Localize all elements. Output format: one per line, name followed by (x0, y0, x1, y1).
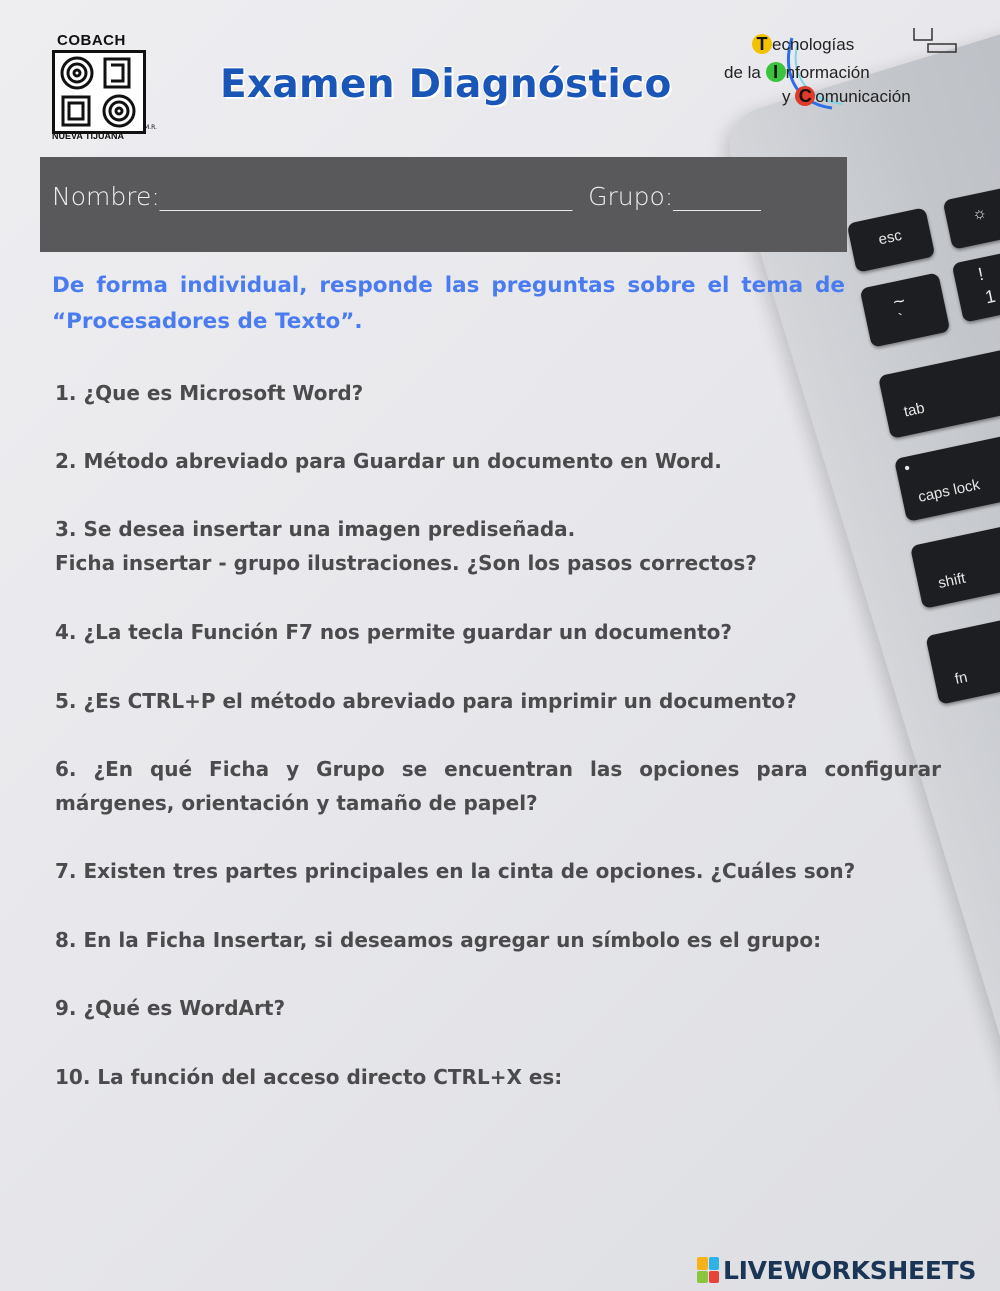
question-4: 4. ¿La tecla Función F7 nos permite guardar un documento? (55, 620, 732, 644)
key-esc-label: esc (876, 226, 904, 249)
key-tab (878, 345, 1000, 439)
tic-line-2-text: nformación (785, 63, 870, 82)
liveworksheets-brand (697, 1254, 976, 1286)
tic-line-3-text: omunicación (815, 87, 911, 106)
key-esc (847, 207, 936, 273)
key-brightness (943, 186, 1000, 249)
question-1: 1. ¿Que es Microsoft Word? (55, 381, 364, 405)
question-9: 9. ¿Qué es WordArt? (55, 996, 286, 1020)
question-10: 10. La función del acceso directo CTRL+X es: (55, 1065, 563, 1089)
brightness-icon: ☼ (970, 204, 989, 224)
tic-initial-i: I (766, 62, 786, 82)
key-tab-label: tab (902, 399, 927, 421)
key-shift (910, 515, 1000, 609)
logo-emblem (52, 50, 146, 134)
tic-line-3 (782, 86, 911, 107)
tic-initial-c: C (795, 86, 815, 106)
key-shift-label: shift (936, 569, 968, 593)
key-caps-lock (894, 428, 1000, 522)
caps-led-icon: ● (903, 462, 912, 475)
tic-line-1 (752, 34, 854, 55)
keyboard-illustration (845, 185, 1000, 745)
logo-trademark: M.R. (144, 124, 157, 131)
question-8: 8. En la Ficha Insertar, si deseamos agregar un símbolo es el grupo: (55, 928, 822, 952)
key-excl-label: ! (976, 263, 986, 285)
question-5: 5. ¿Es CTRL+P el método abreviado para imprimir un documento? (55, 689, 797, 713)
page-title: Examen Diagnóstico (220, 62, 672, 107)
key-one-label: 1 (983, 285, 998, 308)
question-3-detail: Ficha insertar - grupo ilustraciones. ¿Son los pasos correctos? (55, 551, 757, 575)
instructions: De forma individual, responde las preguntas sobre el tema de “Procesadores de Texto”. (52, 273, 845, 334)
key-one (952, 247, 1000, 322)
name-group-fields[interactable]: Nombre:_________________________________ Grupo:_______ (52, 182, 761, 211)
liveworksheets-logo-icon (697, 1257, 719, 1283)
key-caps-label: caps lock (916, 476, 982, 506)
tic-initial-t: T (752, 34, 772, 54)
tic-logo (722, 28, 972, 118)
logo-subtitle: NUEVA TIJUANA (52, 131, 125, 141)
question-6: 6. ¿En qué Ficha y Grupo se encuentran las opciones para configurar márgenes, orientación y tamaño de papel? (55, 757, 941, 815)
key-tilde-label: ~ (891, 290, 908, 315)
question-7: 7. Existen tres partes principales en la cinta de opciones. ¿Cuáles son? (55, 859, 856, 883)
spiral-emblem-icon (55, 53, 143, 131)
key-fn-label: fn (953, 668, 970, 688)
key-fn (925, 605, 1000, 705)
name-group-bar (40, 157, 847, 252)
liveworksheets-text: LIVEWORKSHEETS (723, 1255, 977, 1285)
question-2: 2. Método abreviado para Guardar un documento en Word. (55, 449, 722, 473)
key-tilde (860, 272, 951, 347)
tic-line-1-text: ecnologías (772, 35, 855, 54)
key-backtick-label: ` (897, 310, 906, 329)
tic-line-2-prefix: de la (724, 63, 766, 82)
logo-title: COBACH (57, 32, 126, 49)
question-3: 3. Se desea insertar una imagen prediseñada. (55, 517, 576, 541)
tic-line-3-prefix: y (782, 87, 796, 106)
tic-line-2 (724, 62, 870, 83)
